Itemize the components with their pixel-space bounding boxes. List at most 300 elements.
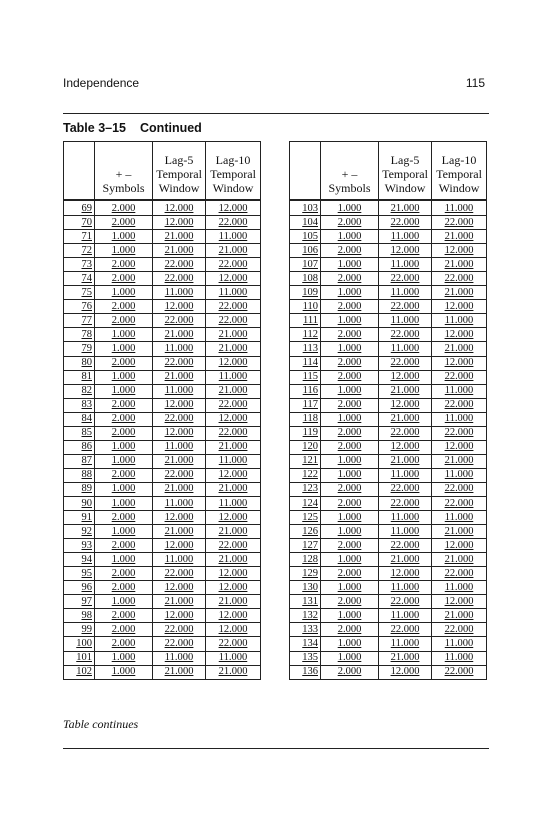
cell-lag10: 11.000 — [206, 496, 261, 510]
table-row — [64, 314, 261, 328]
cell-index: 128 — [290, 553, 321, 567]
cell-symbols: 1.000 — [321, 468, 379, 482]
cell-lag10: 21.000 — [206, 244, 261, 258]
cell-index: 108 — [290, 272, 321, 286]
cell-lag10: 11.000 — [206, 286, 261, 300]
cell-lag10: 12.000 — [432, 595, 487, 609]
col-header-lag5-line2: Temporal — [156, 167, 202, 181]
cell-index: 70 — [64, 216, 95, 230]
table-row — [290, 384, 487, 398]
cell-index: 113 — [290, 342, 321, 356]
col-header-lag10-line3: Window — [438, 181, 480, 195]
cell-index: 97 — [64, 595, 95, 609]
cell-index: 94 — [64, 553, 95, 567]
table-row — [290, 511, 487, 525]
cell-symbols: 1.000 — [321, 200, 379, 216]
page-number: 115 — [465, 76, 485, 90]
cell-lag10: 22.000 — [206, 314, 261, 328]
cell-symbols: 2.000 — [321, 244, 379, 258]
cell-symbols: 1.000 — [321, 609, 379, 623]
cell-symbols: 2.000 — [95, 272, 153, 286]
cell-lag5: 21.000 — [153, 328, 206, 342]
cell-lag5: 21.000 — [379, 553, 432, 567]
table-row — [290, 496, 487, 510]
col-header-lag10-line2: Temporal — [436, 167, 482, 181]
cell-lag5: 22.000 — [153, 314, 206, 328]
cell-lag10: 21.000 — [432, 230, 487, 244]
cell-symbols: 1.000 — [321, 384, 379, 398]
cell-index: 134 — [290, 637, 321, 651]
cell-lag5: 22.000 — [379, 356, 432, 370]
cell-lag5: 22.000 — [153, 637, 206, 651]
table-row — [290, 200, 487, 216]
cell-lag5: 22.000 — [379, 272, 432, 286]
cell-lag5: 12.000 — [153, 426, 206, 440]
cell-symbols: 2.000 — [95, 511, 153, 525]
table-row — [290, 300, 487, 314]
cell-lag10: 11.000 — [432, 200, 487, 216]
cell-index: 133 — [290, 623, 321, 637]
cell-lag5: 22.000 — [379, 595, 432, 609]
cell-index: 95 — [64, 567, 95, 581]
table-row — [64, 412, 261, 426]
cell-lag5: 22.000 — [153, 412, 206, 426]
cell-symbols: 1.000 — [321, 651, 379, 665]
cell-symbols: 2.000 — [95, 300, 153, 314]
cell-lag5: 21.000 — [153, 595, 206, 609]
cell-symbols: 1.000 — [95, 454, 153, 468]
cell-symbols: 2.000 — [321, 370, 379, 384]
table-row — [64, 216, 261, 230]
cell-index: 107 — [290, 258, 321, 272]
cell-index: 78 — [64, 328, 95, 342]
table-row — [64, 230, 261, 244]
cell-lag10: 12.000 — [206, 567, 261, 581]
table-row — [64, 398, 261, 412]
table-row — [64, 525, 261, 539]
cell-index: 135 — [290, 651, 321, 665]
cell-lag5: 22.000 — [379, 216, 432, 230]
cell-lag5: 22.000 — [153, 258, 206, 272]
col-header-lag10 — [206, 142, 261, 201]
col-header-lag10-line3: Window — [212, 181, 254, 195]
cell-symbols: 1.000 — [95, 651, 153, 665]
col-header-lag5-line2: Temporal — [382, 167, 428, 181]
table-row — [290, 244, 487, 258]
table-body-left — [64, 200, 261, 679]
cell-lag5: 22.000 — [379, 300, 432, 314]
cell-lag5: 21.000 — [379, 412, 432, 426]
cell-index: 112 — [290, 328, 321, 342]
cell-index: 93 — [64, 539, 95, 553]
cell-lag10: 21.000 — [206, 525, 261, 539]
table-row — [290, 412, 487, 426]
cell-index: 118 — [290, 412, 321, 426]
cell-index: 100 — [64, 637, 95, 651]
cell-lag5: 12.000 — [153, 200, 206, 216]
cell-index: 82 — [64, 384, 95, 398]
table-row — [64, 609, 261, 623]
cell-index: 116 — [290, 384, 321, 398]
table-row — [64, 244, 261, 258]
table-row — [64, 272, 261, 286]
col-header-lag5-line1: Lag-5 — [164, 153, 194, 167]
cell-index: 114 — [290, 356, 321, 370]
cell-symbols: 2.000 — [95, 468, 153, 482]
cell-lag5: 22.000 — [153, 356, 206, 370]
cell-lag5: 22.000 — [379, 539, 432, 553]
cell-lag5: 11.000 — [379, 525, 432, 539]
table-label: Table 3–15 — [63, 121, 127, 135]
cell-lag10: 21.000 — [432, 454, 487, 468]
cell-index: 120 — [290, 440, 321, 454]
cell-lag5: 22.000 — [379, 482, 432, 496]
cell-index: 127 — [290, 539, 321, 553]
cell-symbols: 2.000 — [95, 426, 153, 440]
table-row — [64, 328, 261, 342]
cell-lag10: 21.000 — [432, 286, 487, 300]
cell-index: 76 — [64, 300, 95, 314]
cell-symbols: 1.000 — [321, 581, 379, 595]
cell-lag5: 21.000 — [379, 651, 432, 665]
col-header-lag10-line2: Temporal — [210, 167, 256, 181]
cell-lag10: 11.000 — [432, 412, 487, 426]
col-header-lag10-line1: Lag-10 — [215, 153, 251, 167]
table-row — [290, 539, 487, 553]
cell-lag5: 12.000 — [153, 300, 206, 314]
cell-index: 85 — [64, 426, 95, 440]
cell-index: 124 — [290, 496, 321, 510]
cell-lag10: 12.000 — [206, 468, 261, 482]
table-row — [290, 426, 487, 440]
table-continues-note: Table continues — [63, 717, 139, 731]
table-row — [290, 482, 487, 496]
cell-symbols: 2.000 — [321, 595, 379, 609]
table-row — [64, 454, 261, 468]
cell-lag10: 12.000 — [206, 412, 261, 426]
col-header-lag10-line1: Lag-10 — [441, 153, 477, 167]
table-row — [64, 342, 261, 356]
running-header-section: Independence — [63, 76, 140, 90]
table-row — [64, 511, 261, 525]
cell-lag10: 22.000 — [432, 482, 487, 496]
cell-index: 136 — [290, 665, 321, 679]
cell-symbols: 2.000 — [321, 216, 379, 230]
cell-index: 106 — [290, 244, 321, 258]
cell-index: 102 — [64, 665, 95, 679]
table-row — [290, 398, 487, 412]
cell-lag5: 22.000 — [153, 567, 206, 581]
table-row — [290, 356, 487, 370]
cell-lag5: 11.000 — [379, 258, 432, 272]
cell-lag5: 11.000 — [379, 581, 432, 595]
cell-lag5: 11.000 — [379, 314, 432, 328]
cell-symbols: 1.000 — [95, 384, 153, 398]
cell-lag5: 11.000 — [153, 651, 206, 665]
cell-symbols: 2.000 — [321, 398, 379, 412]
table-row — [290, 609, 487, 623]
cell-lag5: 11.000 — [153, 384, 206, 398]
cell-index: 122 — [290, 468, 321, 482]
cell-index: 96 — [64, 581, 95, 595]
cell-symbols: 2.000 — [95, 216, 153, 230]
cell-lag10: 22.000 — [432, 496, 487, 510]
cell-lag5: 22.000 — [379, 623, 432, 637]
cell-lag5: 21.000 — [153, 665, 206, 679]
col-header-index — [64, 142, 95, 201]
table-row — [290, 258, 487, 272]
cell-lag5: 12.000 — [379, 440, 432, 454]
cell-lag5: 22.000 — [153, 623, 206, 637]
cell-lag5: 12.000 — [153, 581, 206, 595]
cell-lag10: 12.000 — [206, 272, 261, 286]
table-row — [64, 370, 261, 384]
cell-lag10: 21.000 — [432, 258, 487, 272]
cell-index: 84 — [64, 412, 95, 426]
cell-index: 111 — [290, 314, 321, 328]
data-table-left — [63, 141, 261, 680]
cell-lag5: 11.000 — [379, 511, 432, 525]
cell-symbols: 2.000 — [95, 398, 153, 412]
cell-symbols: 1.000 — [321, 553, 379, 567]
cell-lag10: 11.000 — [206, 370, 261, 384]
cell-symbols: 2.000 — [321, 440, 379, 454]
cell-index: 121 — [290, 454, 321, 468]
table-row — [290, 230, 487, 244]
cell-index: 80 — [64, 356, 95, 370]
cell-lag10: 21.000 — [432, 342, 487, 356]
cell-symbols: 1.000 — [321, 637, 379, 651]
cell-symbols: 2.000 — [321, 300, 379, 314]
cell-index: 104 — [290, 216, 321, 230]
table-row — [64, 651, 261, 665]
cell-symbols: 2.000 — [95, 637, 153, 651]
cell-lag10: 21.000 — [432, 609, 487, 623]
cell-symbols: 2.000 — [95, 623, 153, 637]
cell-lag10: 22.000 — [432, 272, 487, 286]
table-row — [64, 258, 261, 272]
cell-index: 119 — [290, 426, 321, 440]
table-row — [64, 356, 261, 370]
cell-symbols: 1.000 — [95, 553, 153, 567]
cell-lag5: 21.000 — [153, 370, 206, 384]
cell-lag10: 11.000 — [432, 651, 487, 665]
cell-index: 87 — [64, 454, 95, 468]
table-row — [64, 581, 261, 595]
cell-lag10: 12.000 — [432, 539, 487, 553]
cell-symbols: 2.000 — [95, 356, 153, 370]
table-title: Continued — [140, 121, 202, 135]
cell-symbols: 2.000 — [95, 258, 153, 272]
cell-lag5: 11.000 — [153, 496, 206, 510]
cell-lag10: 12.000 — [206, 356, 261, 370]
table-row — [290, 286, 487, 300]
cell-index: 117 — [290, 398, 321, 412]
cell-index: 129 — [290, 567, 321, 581]
col-header-lag5-line3: Window — [384, 181, 426, 195]
table-row — [64, 623, 261, 637]
footer-rule — [63, 748, 489, 749]
table-row — [290, 665, 487, 679]
cell-lag10: 12.000 — [432, 328, 487, 342]
col-header-symbols — [95, 142, 153, 201]
cell-lag10: 12.000 — [206, 623, 261, 637]
cell-lag10: 12.000 — [206, 200, 261, 216]
cell-symbols: 1.000 — [321, 511, 379, 525]
cell-lag5: 12.000 — [153, 511, 206, 525]
cell-lag5: 11.000 — [153, 342, 206, 356]
table-row — [64, 539, 261, 553]
cell-lag5: 11.000 — [379, 230, 432, 244]
cell-lag10: 21.000 — [206, 482, 261, 496]
cell-symbols: 1.000 — [95, 342, 153, 356]
cell-lag5: 11.000 — [153, 553, 206, 567]
cell-lag5: 12.000 — [379, 398, 432, 412]
cell-index: 99 — [64, 623, 95, 637]
cell-lag10: 21.000 — [432, 525, 487, 539]
cell-symbols: 2.000 — [95, 314, 153, 328]
cell-symbols: 2.000 — [321, 496, 379, 510]
table-row — [290, 623, 487, 637]
cell-symbols: 2.000 — [95, 539, 153, 553]
cell-index: 132 — [290, 609, 321, 623]
cell-lag10: 22.000 — [206, 426, 261, 440]
cell-lag10: 21.000 — [206, 328, 261, 342]
table-row — [64, 384, 261, 398]
table-row — [290, 314, 487, 328]
table-row — [64, 300, 261, 314]
table-row — [64, 567, 261, 581]
table-caption — [63, 121, 202, 135]
table-row — [290, 553, 487, 567]
cell-index: 115 — [290, 370, 321, 384]
table-row — [290, 595, 487, 609]
cell-lag10: 22.000 — [206, 216, 261, 230]
col-header-lag5 — [153, 142, 206, 201]
cell-index: 86 — [64, 440, 95, 454]
cell-lag5: 12.000 — [379, 665, 432, 679]
cell-lag5: 11.000 — [153, 286, 206, 300]
cell-index: 105 — [290, 230, 321, 244]
cell-lag5: 12.000 — [153, 216, 206, 230]
col-header-lag5 — [379, 142, 432, 201]
cell-symbols: 2.000 — [321, 665, 379, 679]
cell-symbols: 1.000 — [321, 258, 379, 272]
table-row — [290, 581, 487, 595]
table-row — [290, 567, 487, 581]
cell-lag5: 22.000 — [153, 272, 206, 286]
table-row — [290, 370, 487, 384]
cell-lag5: 12.000 — [153, 609, 206, 623]
cell-index: 90 — [64, 496, 95, 510]
table-row — [64, 496, 261, 510]
cell-index: 73 — [64, 258, 95, 272]
cell-lag10: 21.000 — [432, 553, 487, 567]
cell-lag5: 11.000 — [153, 440, 206, 454]
cell-lag10: 11.000 — [206, 651, 261, 665]
cell-index: 109 — [290, 286, 321, 300]
cell-symbols: 2.000 — [321, 328, 379, 342]
cell-symbols: 1.000 — [95, 525, 153, 539]
cell-lag10: 12.000 — [432, 440, 487, 454]
cell-index: 98 — [64, 609, 95, 623]
col-header-index — [290, 142, 321, 201]
table-row — [64, 286, 261, 300]
cell-lag10: 22.000 — [206, 398, 261, 412]
cell-lag5: 21.000 — [153, 482, 206, 496]
cell-lag10: 22.000 — [206, 637, 261, 651]
cell-symbols: 2.000 — [95, 581, 153, 595]
cell-symbols: 1.000 — [95, 370, 153, 384]
cell-index: 75 — [64, 286, 95, 300]
col-header-lag5-line1: Lag-5 — [390, 153, 420, 167]
cell-lag10: 11.000 — [432, 314, 487, 328]
table-row — [64, 200, 261, 216]
cell-lag10: 21.000 — [206, 384, 261, 398]
cell-lag10: 22.000 — [206, 258, 261, 272]
col-header-symbols-line2: Symbols — [102, 181, 145, 195]
cell-lag5: 12.000 — [379, 244, 432, 258]
cell-lag5: 11.000 — [379, 609, 432, 623]
cell-lag10: 21.000 — [206, 595, 261, 609]
cell-symbols: 2.000 — [95, 567, 153, 581]
cell-symbols: 2.000 — [321, 356, 379, 370]
cell-lag10: 12.000 — [206, 609, 261, 623]
table-row — [64, 468, 261, 482]
cell-lag10: 11.000 — [432, 581, 487, 595]
cell-lag5: 12.000 — [379, 370, 432, 384]
cell-lag5: 11.000 — [379, 342, 432, 356]
cell-lag10: 21.000 — [206, 342, 261, 356]
cell-lag10: 12.000 — [432, 356, 487, 370]
cell-lag5: 21.000 — [153, 230, 206, 244]
cell-symbols: 1.000 — [321, 314, 379, 328]
cell-lag5: 11.000 — [379, 286, 432, 300]
table-row — [64, 553, 261, 567]
cell-lag10: 12.000 — [206, 511, 261, 525]
table-row — [290, 454, 487, 468]
table-row — [290, 468, 487, 482]
cell-lag5: 12.000 — [153, 539, 206, 553]
cell-symbols: 1.000 — [321, 454, 379, 468]
table-row — [290, 342, 487, 356]
table-row — [64, 637, 261, 651]
cell-lag10: 21.000 — [206, 553, 261, 567]
cell-lag10: 22.000 — [206, 539, 261, 553]
cell-lag5: 21.000 — [153, 454, 206, 468]
col-header-symbols-line1: + – — [341, 167, 358, 181]
cell-symbols: 2.000 — [321, 426, 379, 440]
cell-lag10: 22.000 — [206, 300, 261, 314]
cell-lag10: 12.000 — [432, 300, 487, 314]
cell-symbols: 1.000 — [95, 230, 153, 244]
data-table-right — [289, 141, 487, 680]
cell-symbols: 1.000 — [95, 496, 153, 510]
cell-lag10: 12.000 — [206, 581, 261, 595]
cell-symbols: 1.000 — [95, 665, 153, 679]
cell-lag10: 11.000 — [432, 511, 487, 525]
cell-symbols: 1.000 — [321, 525, 379, 539]
cell-index: 92 — [64, 525, 95, 539]
table-row — [64, 665, 261, 679]
cell-index: 71 — [64, 230, 95, 244]
cell-index: 103 — [290, 200, 321, 216]
cell-lag10: 12.000 — [432, 244, 487, 258]
cell-lag5: 21.000 — [379, 200, 432, 216]
cell-symbols: 2.000 — [321, 567, 379, 581]
cell-lag5: 11.000 — [379, 468, 432, 482]
cell-index: 88 — [64, 468, 95, 482]
